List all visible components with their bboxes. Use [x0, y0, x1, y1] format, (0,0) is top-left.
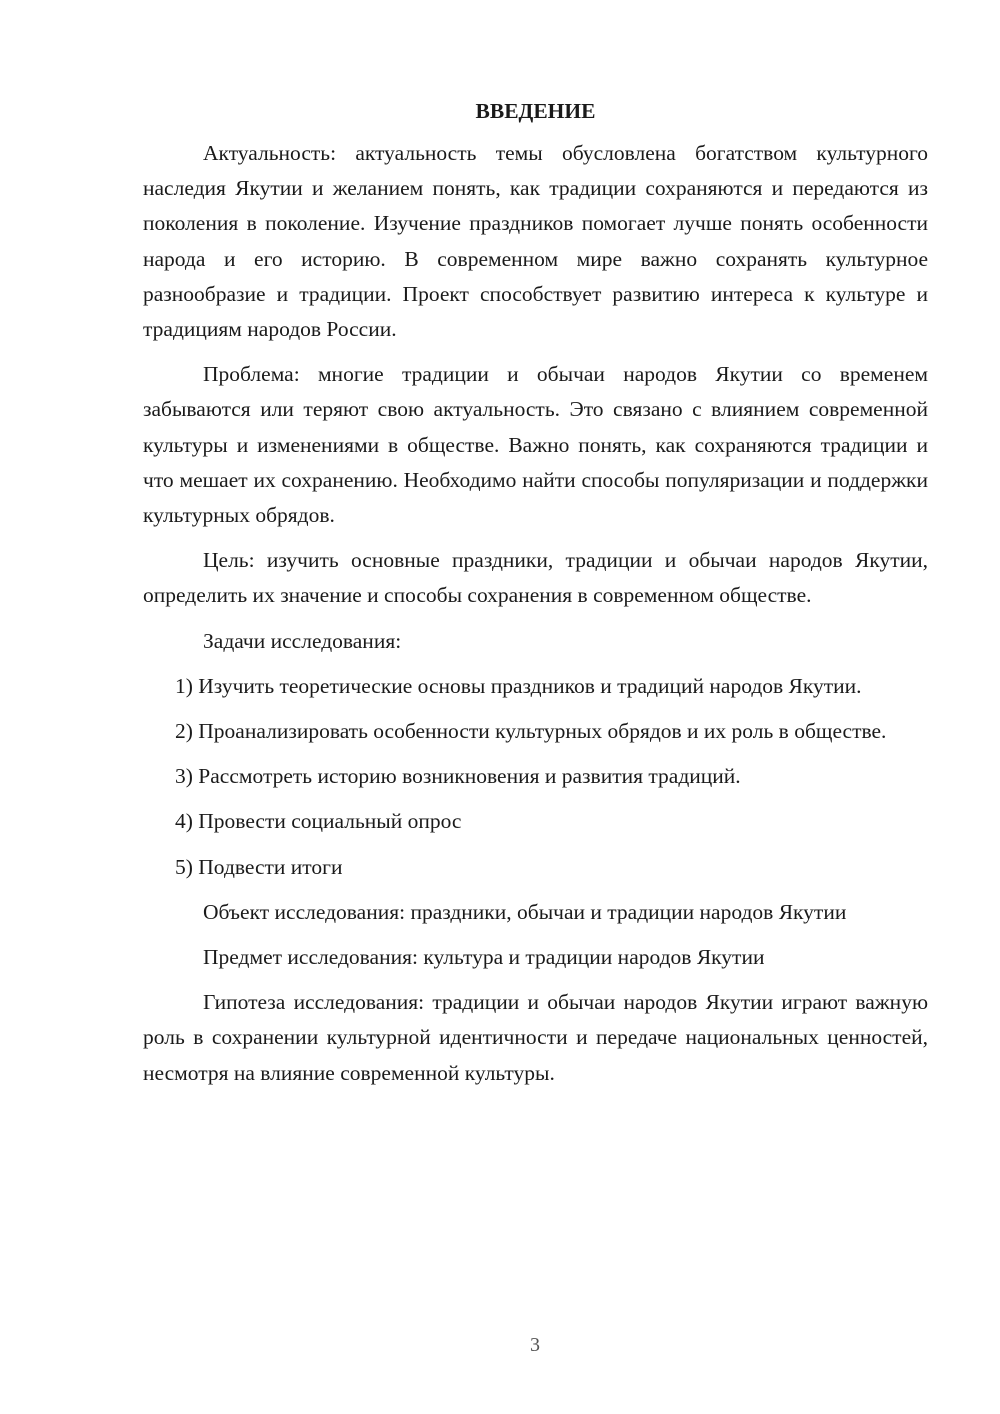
page-title: ВВЕДЕНИЕ [475, 99, 596, 123]
object-paragraph: Объект исследования: праздники, обычаи и традиции народов Якутии [203, 899, 847, 924]
document-body [143, 92, 928, 1101]
goal-paragraph: Цель: изучить основные праздники, традиции и обычаи народов Якутии, определить их значение и способы сохранения в современном обществе. [143, 548, 928, 608]
page-number: 3 [530, 1334, 540, 1356]
task-item-2: 2) Проанализировать особенности культурных обрядов и их роль в обществе. [175, 719, 887, 744]
task-item-3: 3) Рассмотреть историю возникновения и развития традиций. [175, 764, 741, 789]
hypothesis-paragraph: Гипотеза исследования: традиции и обычаи народов Якутии играют важную роль в сохранении культурной идентичности и передаче национальных ценностей, несмотря на влияние современной культуры. [143, 990, 928, 1085]
tasks-heading: Задачи исследования: [203, 628, 402, 653]
task-item-1: 1) Изучить теоретические основы праздников и традиций народов Якутии. [175, 673, 862, 698]
problem-paragraph: Проблема: многие традиции и обычаи народов Якутии со временем забываются или теряют свою актуальность. Это связано с влиянием современной культуры и изменениями в обществе. Важно понять, как сохраняются традиции и что мешает их сохранению. Необходимо найти способы популяризации и поддержки культурных обрядов. [143, 362, 928, 528]
task-item-4: 4) Провести социальный опрос [175, 809, 462, 834]
task-item-5: 5) Подвести итоги [175, 854, 343, 879]
relevance-paragraph: Актуальность: актуальность темы обусловлена богатством культурного наследия Якутии и желанием понять, как традиции сохраняются и передаются из поколения в поколение. Изучение праздников помогает лучше понять особенности народа и его историю. В современном мире важно сохранять культурное разнообразие и традиции. Проект способствует развитию интереса к культуре и традициям народов России. [143, 141, 928, 342]
subject-paragraph: Предмет исследования: культура и традиции народов Якутии [203, 945, 765, 970]
